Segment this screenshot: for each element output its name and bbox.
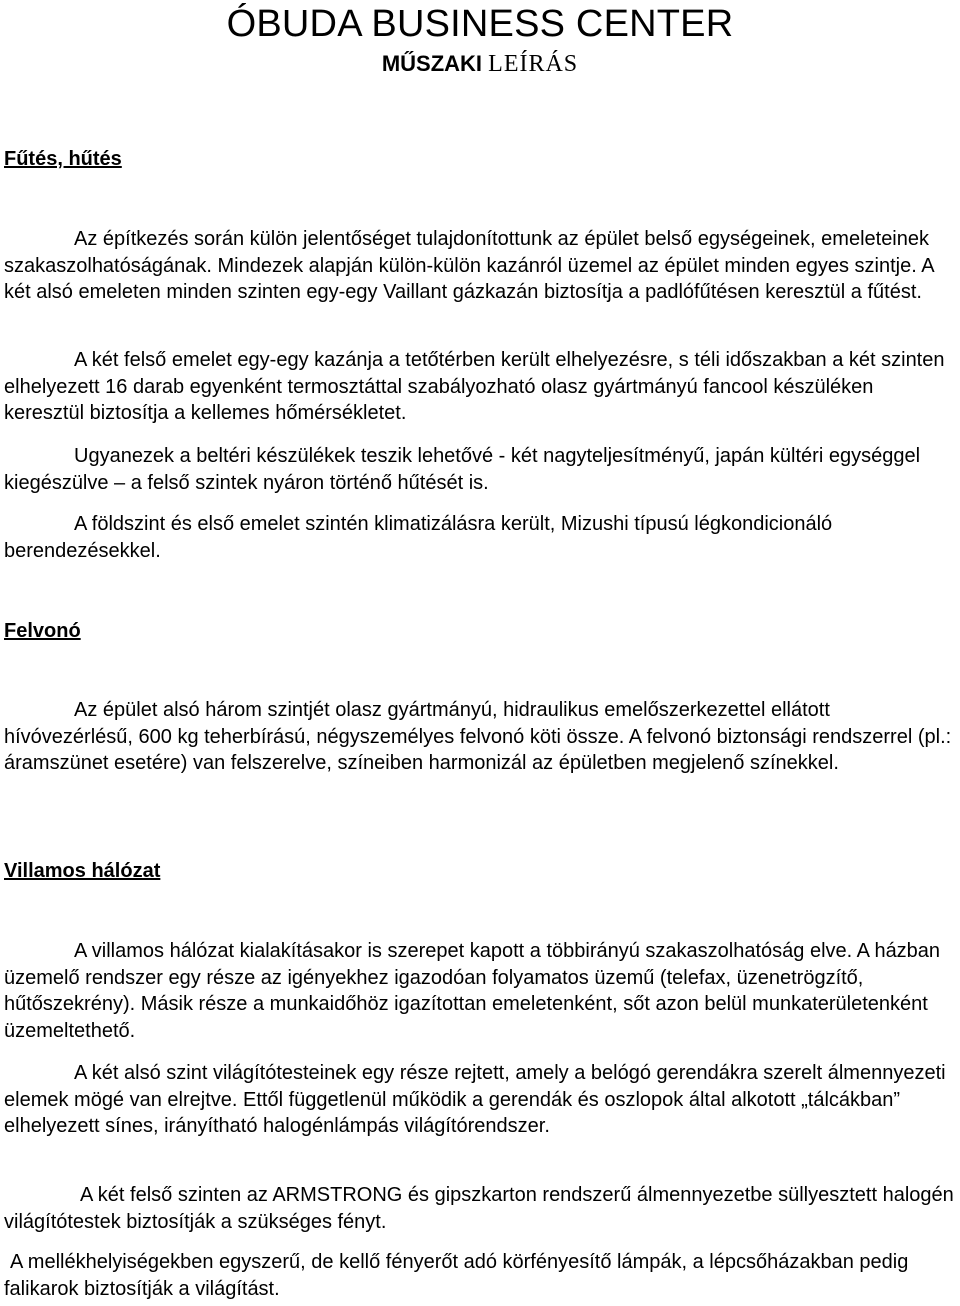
heating-paragraph-1: Az építkezés során külön jelentőséget tulajdonítottunk az épület belső egységeinek, emeleteinek szakaszolhatóságának. Mindezek alapján külön-külön kazánról üzemel az épület minden egyes szintje. A két alsó emeleten minden szinten egy-egy Vaillant gázkazán biztosítja a padlófűtésen keresztül a fűtést. xyxy=(4,228,934,303)
subtitle-serif-part: LEÍRÁS xyxy=(488,51,579,77)
section-heading-elevator: Felvonó xyxy=(4,620,81,642)
page-subtitle xyxy=(4,50,956,78)
document-page xyxy=(4,0,956,1300)
section-heading-heating: Fűtés, hűtés xyxy=(4,148,122,170)
heating-paragraph-4: A földszint és első emelet szintén klimatizálásra került, Mizushi típusú légkondicionáló berendezésekkel. xyxy=(4,513,833,562)
electric-paragraph-2: A két alsó szint világítótesteinek egy része rejtett, amely a belógó gerendákra szerelt álmennyezeti elemek mögé van elrejtve. Ettől függetlenül működik a gerendák és oszlopok által alkotott „tálcákban” elhelyezett sínes, irányítható halogénlámpás világítórendszer. xyxy=(4,1062,946,1137)
elevator-paragraph-1: Az épület alsó három szintjét olasz gyártmányú, hidraulikus emelőszerkezettel ellátott hívóvezérlésű, 600 kg teherbírású, négyszemélyes felvonó köti össze. A felvonó biztonsági rendszerrel (pl.: áramszünet esetére) van felszerelve, színeiben harmonizál az épületben megjelenő színekkel. xyxy=(4,699,952,774)
heating-paragraph-2: A két felső emelet egy-egy kazánja a tetőtérben került elhelyezésre, s téli időszakban a két szinten elhelyezett 16 darab egyenként termosztáttal szabályozható olasz gyártmányú fancool készüléken keresztül biztosítja a kellemes hőmérsékletet. xyxy=(4,349,945,424)
heating-paragraph-3: Ugyanezek a beltéri készülékek teszik lehetővé - két nagyteljesítményű, japán kültéri egységgel kiegészülve – a felső szintek nyáron történő hűtését is. xyxy=(4,445,921,494)
subtitle-bold-part: MŰSZAKI xyxy=(381,51,489,76)
electric-paragraph-1: A villamos hálózat kialakításakor is szerepet kapott a többirányú szakaszolhatóság elve. A házban üzemelő rendszer egy része az igényekhez igazodóan folyamatos üzemű (telefax, üzenetrögzítő, hűtőszekrény). Másik része a munkaidőhöz igazítottan emeletenként, sőt azon belül munkaterületenként üzemeltethető. xyxy=(4,940,941,1042)
page-title: ÓBUDA BUSINESS CENTER xyxy=(226,3,734,45)
section-heading-electric: Villamos hálózat xyxy=(4,860,161,882)
electric-paragraph-4: A mellékhelyiségekben egyszerű, de kellő fényerőt adó körfényesítő lámpák, a lépcsőházakban pedig falikarok biztosítják a világítást. xyxy=(4,1251,909,1300)
document-header xyxy=(4,2,956,78)
electric-paragraph-3: A két felső szinten az ARMSTRONG és gipszkarton rendszerű álmennyezetbe süllyesztett halogén világítótestek biztosítják a szükséges fényt. xyxy=(4,1184,954,1233)
